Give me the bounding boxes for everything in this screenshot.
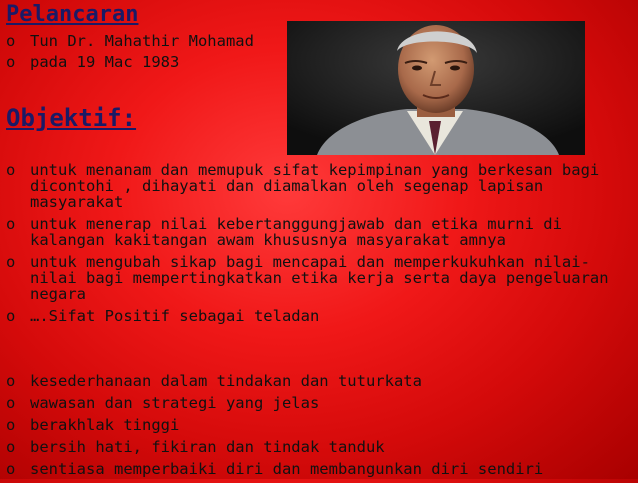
bullet-icon: o [6,253,16,271]
list-item-text: untuk mengubah sikap bagi mencapai dan memperkukuhkan nilai-nilai bagi mempertingkatkan etika kerja serta daya pengeluaran negara [30,253,609,303]
list-item-text: pada 19 Mac 1983 [30,53,180,71]
list-item-text: bersih hati, fikiran dan tindak tanduk [30,438,385,456]
bullet-icon: o [6,460,16,478]
list-item-text: berakhlak tinggi [30,416,180,434]
list-item-text: kesederhanaan dalam tindakan dan tuturkata [30,372,422,390]
bullet-icon: o [6,307,16,325]
bullet-icon: o [6,372,16,390]
list-item [0,417,628,433]
list-item [0,54,290,70]
list-item [0,33,290,49]
portrait-photo [287,21,585,155]
list-item [0,308,628,324]
list-item-text: ….Sifat Positif sebagai teladan [30,307,320,325]
traits-list [0,373,628,483]
portrait-image [287,21,585,155]
list-item [0,373,628,389]
list-item-text: Tun Dr. Mahathir Mohamad [30,32,254,50]
list-item-text: wawasan dan strategi yang jelas [30,394,320,412]
bullet-icon: o [6,161,16,179]
objectives-heading: Objektif: [6,104,137,132]
list-item [0,216,628,248]
list-item [0,439,628,455]
list-item [0,395,628,411]
list-item-text: untuk menerap nilai kebertanggungjawab dan etika murni di kalangan kakitangan awam khususnya masyarakat amnya [30,215,562,249]
bullet-icon: o [6,215,16,233]
list-item-text: untuk menanam dan memupuk sifat kepimpinan yang berkesan bagi dicontohi , dihayati dan diamalkan oleh segenap lapisan masyarakat [30,161,600,211]
launch-list [0,33,290,75]
bullet-icon: o [6,32,16,50]
bullet-icon: o [6,438,16,456]
bullet-icon: o [6,53,16,71]
list-item [0,162,628,210]
launch-heading: Pelancaran [6,2,139,27]
objectives-list [0,162,628,330]
list-item-text: sentiasa memperbaiki diri dan membangunkan diri sendiri [30,460,544,478]
bullet-icon: o [6,394,16,412]
bullet-icon: o [6,416,16,434]
list-item [0,254,628,302]
list-item [0,461,628,477]
